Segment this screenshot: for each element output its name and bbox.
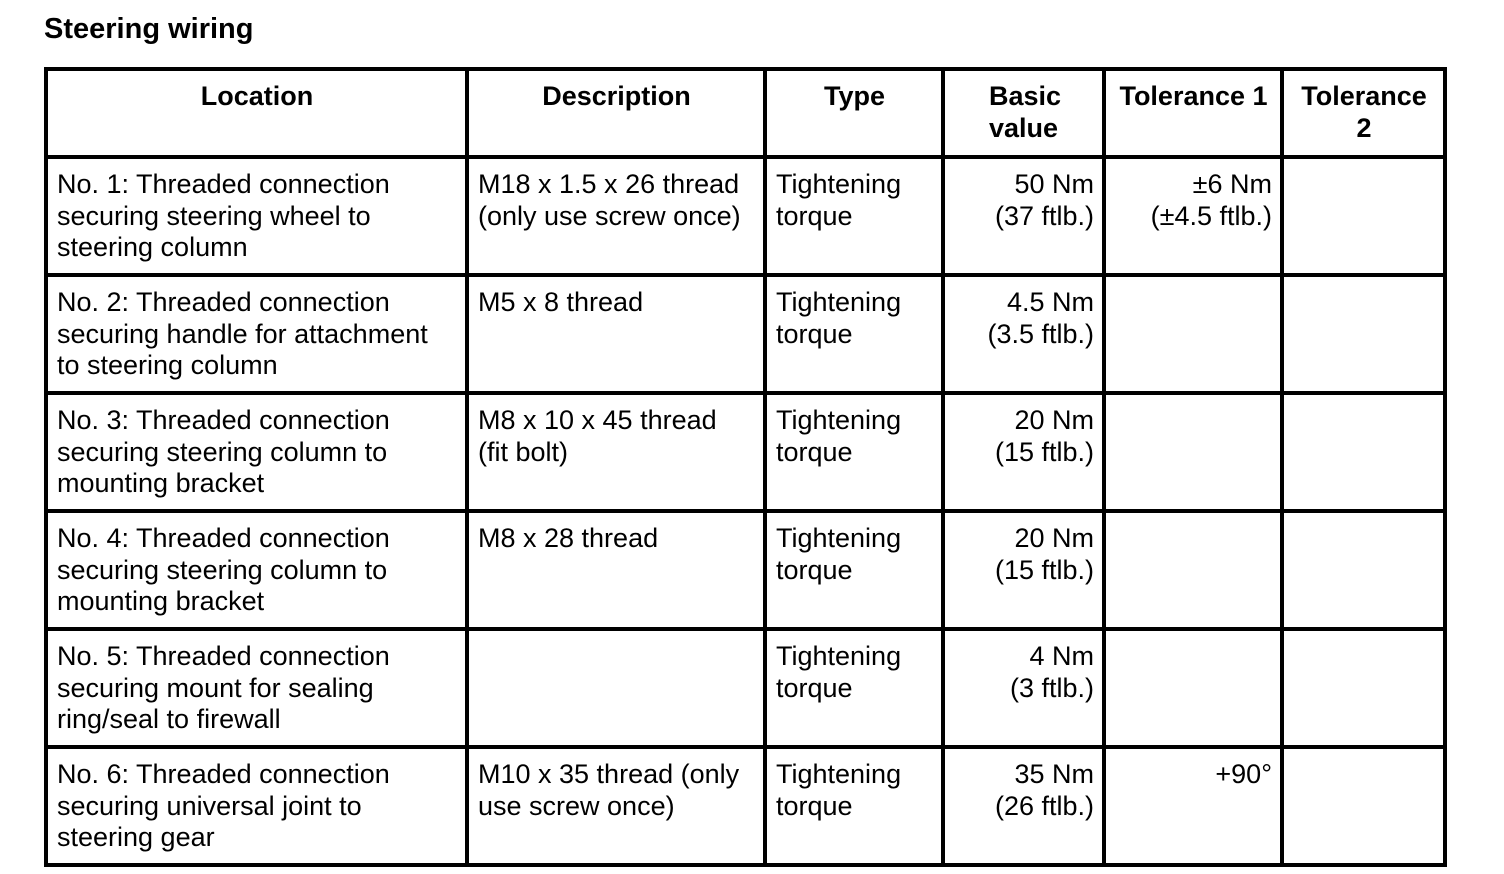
cell-type-line: torque (776, 554, 853, 585)
cell-location-line: No. 4: Threaded connection (57, 523, 390, 553)
cell-description (467, 275, 765, 393)
cell-description (467, 629, 765, 747)
cell-basic-value-line: (15 ftlb.) (994, 436, 1094, 467)
cell-type (765, 157, 943, 275)
cell-description-line: (only use screw once) (478, 200, 741, 231)
cell-tolerance-1 (1104, 157, 1282, 275)
cell-description-line: (fit bolt) (478, 436, 569, 467)
cell-description-line: use screw once) (478, 790, 675, 821)
cell-type-line: Tightening (776, 641, 902, 671)
header-type-label: Type (823, 81, 885, 111)
header-description (467, 69, 765, 157)
cell-location-line: securing universal joint to (57, 790, 362, 821)
cell-basic-value-line: (26 ftlb.) (994, 790, 1094, 821)
cell-tolerance-1-line: (±4.5 ftlb.) (1150, 200, 1272, 231)
cell-tolerance-2 (1282, 393, 1445, 511)
cell-location-line: No. 1: Threaded connection (57, 169, 390, 199)
cell-tolerance-2 (1282, 747, 1445, 865)
cell-type-line: Tightening (776, 405, 902, 435)
cell-location (46, 393, 467, 511)
table-row (46, 747, 1445, 865)
cell-type-line: torque (776, 318, 853, 349)
cell-type (765, 393, 943, 511)
cell-description-line: M8 x 10 x 45 thread (478, 405, 717, 435)
header-type (765, 69, 943, 157)
cell-location-line: mounting bracket (57, 468, 265, 498)
header-basic-value (943, 69, 1104, 157)
cell-location (46, 157, 467, 275)
cell-location-line: securing steering column to (57, 554, 388, 585)
cell-description-line: M18 x 1.5 x 26 thread (478, 169, 740, 199)
cell-tolerance-2 (1282, 511, 1445, 629)
page-title: Steering wiring (44, 13, 254, 45)
cell-location (46, 275, 467, 393)
cell-type-line: Tightening (776, 287, 902, 317)
cell-basic-value-line: 50 Nm (1014, 169, 1094, 199)
table-row (46, 511, 1445, 629)
cell-location-line: to steering column (57, 350, 278, 380)
header-location-label: Location (200, 81, 314, 111)
cell-location-line: securing mount for sealing (57, 672, 374, 703)
cell-location-line: No. 6: Threaded connection (57, 759, 390, 789)
cell-tolerance-1-line: ±6 Nm (1192, 169, 1272, 199)
cell-location-line: steering column (57, 232, 248, 262)
cell-description (467, 157, 765, 275)
cell-location-line: securing handle for attachment (57, 318, 428, 349)
cell-tolerance-1 (1104, 629, 1282, 747)
cell-type (765, 511, 943, 629)
cell-type-line: Tightening (776, 169, 902, 199)
cell-basic-value (943, 275, 1104, 393)
cell-basic-value-line: 20 Nm (1014, 405, 1094, 435)
cell-basic-value (943, 511, 1104, 629)
cell-basic-value (943, 393, 1104, 511)
header-tolerance-1-label: Tolerance 1 (1119, 81, 1268, 111)
cell-basic-value-line: 4 Nm (1029, 641, 1094, 671)
cell-basic-value-line: (3.5 ftlb.) (987, 318, 1094, 349)
cell-location (46, 511, 467, 629)
cell-type-line: torque (776, 200, 853, 231)
cell-type-line: torque (776, 436, 853, 467)
cell-description-line: M8 x 28 thread (478, 523, 659, 553)
cell-type (765, 629, 943, 747)
cell-tolerance-1 (1104, 275, 1282, 393)
cell-location-line: securing steering column to (57, 436, 388, 467)
header-basic-value-line: value (989, 112, 1059, 143)
table-row (46, 629, 1445, 747)
cell-basic-value-line: 35 Nm (1014, 759, 1094, 789)
table-row (46, 393, 1445, 511)
cell-tolerance-2 (1282, 629, 1445, 747)
cell-tolerance-1 (1104, 393, 1282, 511)
cell-basic-value (943, 157, 1104, 275)
cell-tolerance-2 (1282, 157, 1445, 275)
cell-type (765, 747, 943, 865)
cell-tolerance-2 (1282, 275, 1445, 393)
header-tolerance-1 (1104, 69, 1282, 157)
cell-type (765, 275, 943, 393)
cell-basic-value-line: 4.5 Nm (1006, 287, 1094, 317)
table-body (46, 157, 1445, 865)
cell-basic-value (943, 629, 1104, 747)
cell-location-line: securing steering wheel to (57, 200, 371, 231)
cell-location-line: ring/seal to firewall (57, 704, 281, 734)
cell-type-line: Tightening (776, 759, 902, 789)
header-description-label: Description (542, 81, 691, 111)
cell-location-line: steering gear (57, 822, 215, 852)
cell-basic-value-line: (15 ftlb.) (994, 554, 1094, 585)
cell-location-line: mounting bracket (57, 586, 265, 616)
cell-tolerance-1-line: +90° (1215, 759, 1272, 789)
header-location (46, 69, 467, 157)
cell-tolerance-1 (1104, 747, 1282, 865)
header-basic-value-line: Basic (989, 81, 1062, 111)
table-row (46, 157, 1445, 275)
cell-description (467, 747, 765, 865)
cell-type-line: torque (776, 672, 853, 703)
cell-description-line: M10 x 35 thread (only (478, 759, 740, 789)
cell-location-line: No. 3: Threaded connection (57, 405, 390, 435)
header-tolerance-2 (1282, 69, 1445, 157)
cell-description-line: M5 x 8 thread (478, 287, 644, 317)
header-row (46, 69, 1445, 157)
table-header (46, 69, 1445, 157)
cell-basic-value-line: (3 ftlb.) (1009, 672, 1094, 703)
cell-basic-value-line: (37 ftlb.) (994, 200, 1094, 231)
cell-description (467, 511, 765, 629)
cell-location (46, 629, 467, 747)
header-tolerance-2-line: 2 (1356, 112, 1372, 143)
cell-location-line: No. 2: Threaded connection (57, 287, 390, 317)
torque-spec-table (44, 67, 1447, 867)
cell-location (46, 747, 467, 865)
cell-type-line: Tightening (776, 523, 902, 553)
cell-description (467, 393, 765, 511)
table-row (46, 275, 1445, 393)
cell-basic-value (943, 747, 1104, 865)
cell-basic-value-line: 20 Nm (1014, 523, 1094, 553)
header-tolerance-2-line: Tolerance (1301, 81, 1427, 111)
cell-tolerance-1 (1104, 511, 1282, 629)
cell-location-line: No. 5: Threaded connection (57, 641, 390, 671)
cell-type-line: torque (776, 790, 853, 821)
